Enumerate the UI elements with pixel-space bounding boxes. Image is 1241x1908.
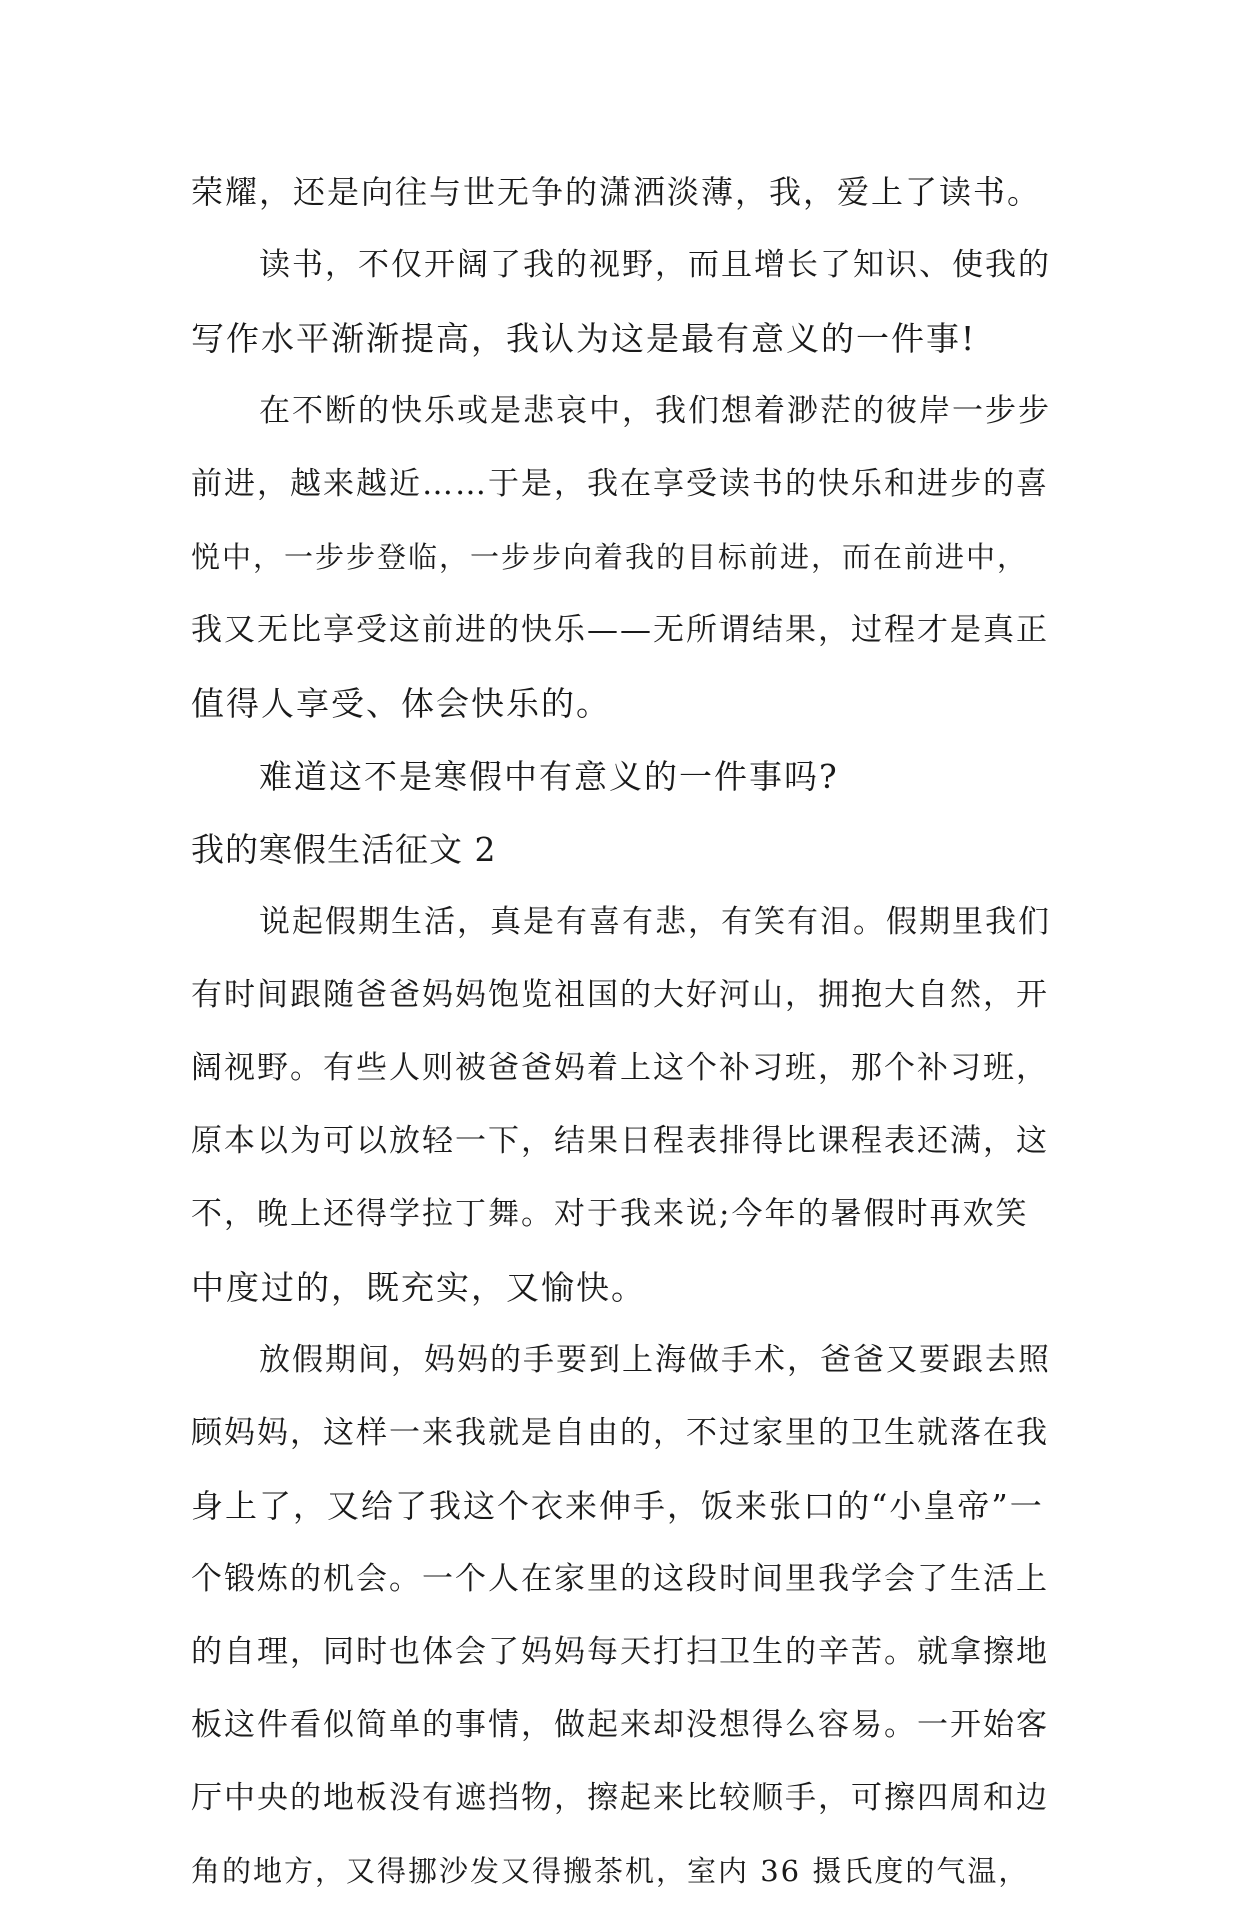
paragraph-line: 个锻炼的机会。一个人在家里的这段时间里我学会了生活上 [191, 1561, 1049, 1597]
paragraph-line: 顾妈妈，这样一来我就是自由的，不过家里的卫生就落在我 [191, 1415, 1049, 1451]
essay-body [191, 156, 1051, 1908]
paragraph-line: 的自理，同时也体会了妈妈每天打扫卫生的辛苦。就拿擦地 [191, 1634, 1049, 1670]
paragraph-line: 角的地方，又得挪沙发又得搬茶机，室内 36 摄氏度的气温， [191, 1854, 1030, 1888]
paragraph-line: 在不断的快乐或是悲哀中，我们想着渺茫的彼岸一步步 [259, 393, 1051, 429]
paragraph-line: 说起假期生活，真是有喜有悲，有笑有泪。假期里我们 [259, 904, 1051, 940]
paragraph-line: 原本以为可以放轻一下，结果日程表排得比课程表还满，这 [191, 1123, 1049, 1159]
paragraph-line: 放假期间，妈妈的手要到上海做手术，爸爸又要跟去照 [259, 1342, 1051, 1378]
paragraph-line: 悦中，一步步登临，一步步向着我的目标前进，而在前进中， [191, 540, 1029, 574]
paragraph-line: 难道这不是寒假中有意义的一件事吗? [259, 757, 839, 796]
paragraph-line: 读书，不仅开阔了我的视野，而且增长了知识、使我的 [259, 247, 1051, 283]
paragraph-line: 阔视野。有些人则被爸爸妈着上这个补习班，那个补习班， [191, 1050, 1049, 1086]
paragraph-line: 写作水平渐渐提高，我认为这是最有意义的一件事! [191, 319, 977, 358]
paragraph-line: 身上了，又给了我这个衣来伸手，饭来张口的“小皇帝”一 [191, 1487, 1044, 1525]
paragraph-line: 我又无比享受这前进的快乐——无所谓结果，过程才是真正 [191, 612, 1049, 648]
paragraph-line: 有时间跟随爸爸妈妈饱览祖国的大好河山，拥抱大自然，开 [191, 977, 1049, 1013]
section-heading: 我的寒假生活征文 2 [191, 830, 497, 869]
paragraph-line: 值得人享受、体会快乐的。 [191, 684, 611, 723]
paragraph-line: 厅中央的地板没有遮挡物，擦起来比较顺手，可擦四周和边 [191, 1780, 1049, 1816]
paragraph-line: 前进，越来越近……于是，我在享受读书的快乐和进步的喜 [191, 466, 1049, 502]
paragraph-line: 不，晚上还得学拉丁舞。对于我来说;今年的暑假时再欢笑 [191, 1196, 1029, 1232]
paragraph-line: 中度过的，既充实，又愉快。 [191, 1268, 646, 1307]
paragraph-line: 板这件看似简单的事情，做起来却没想得么容易。一开始客 [191, 1707, 1049, 1743]
paragraph-line: 荣耀，还是向往与世无争的潇洒淡薄，我，爱上了读书。 [191, 173, 1042, 211]
